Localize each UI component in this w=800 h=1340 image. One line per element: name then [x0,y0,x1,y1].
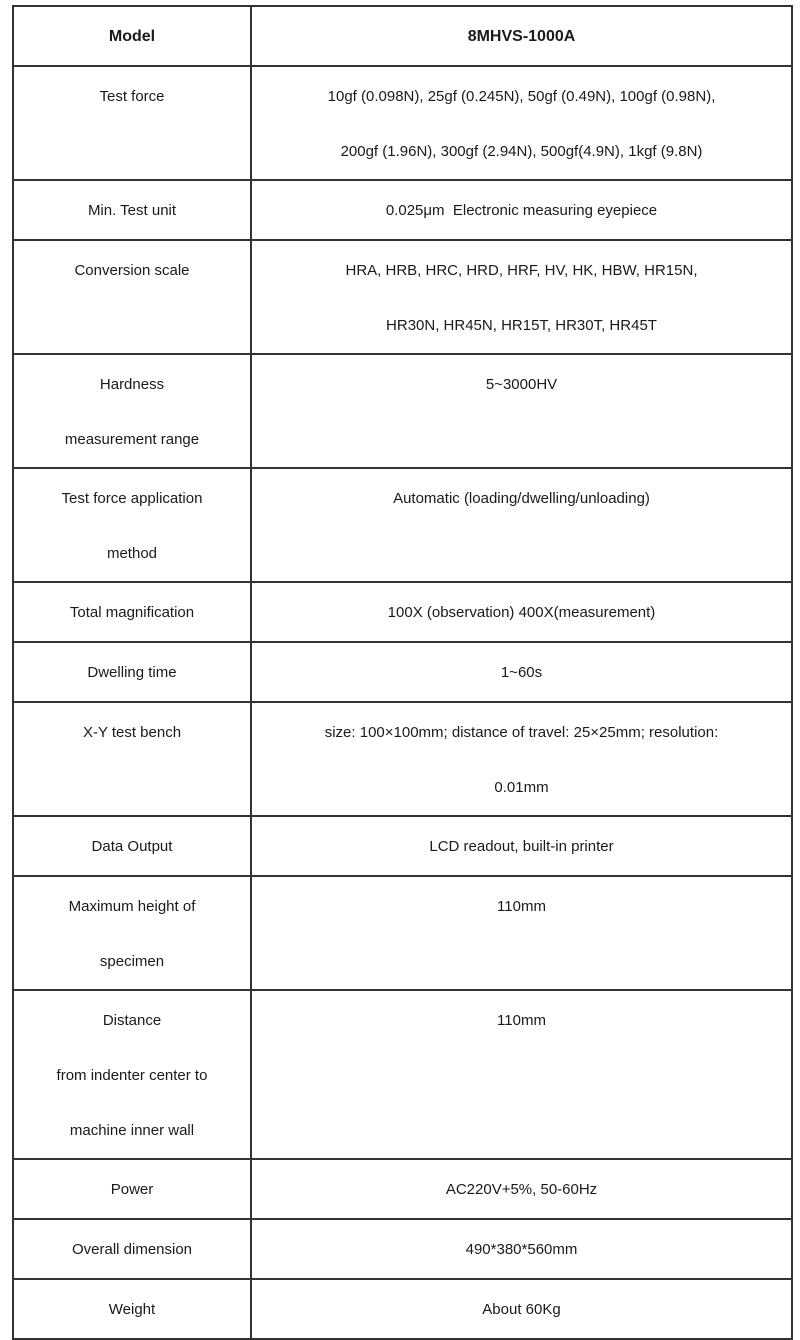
spec-value-line: 110mm [497,897,546,915]
spec-value-cell [252,991,791,1158]
spec-label-cell [14,1220,252,1278]
spec-value-cell [252,469,791,581]
spec-value-cell [252,1160,791,1218]
spec-value-cell [252,583,791,641]
spec-label-line: Dwelling time [87,663,177,681]
spec-label-line: Weight [108,1300,156,1318]
spec-value-cell [252,643,791,701]
spec-row [14,67,791,181]
spec-label-line: Distance [102,1011,162,1029]
spec-label-line: method [106,544,158,562]
spec-value-line: 0.01mm [494,778,549,796]
spec-label-cell [14,817,252,875]
spec-row [14,643,791,703]
spec-label-cell [14,877,252,989]
spec-label-line: Conversion scale [74,261,190,279]
spec-value-cell [252,241,791,353]
spec-label-cell [14,703,252,815]
spec-label-line: X-Y test bench [82,723,182,741]
spec-value-cell [252,67,791,179]
spec-label-cell [14,241,252,353]
spec-label-line: Test force [99,87,165,105]
spec-value-line: About 60Kg [482,1300,561,1318]
spec-row [14,991,791,1160]
spec-row [14,583,791,643]
spec-label-line: Hardness [99,375,165,393]
spec-value-line: size: 100×100mm; distance of travel: 25×25mm; resolution: [324,723,719,741]
spec-value-line: LCD readout, built-in printer [429,837,614,855]
spec-value-line: 10gf (0.098N), 25gf (0.245N), 50gf (0.49N), 100gf (0.98N), [327,87,716,105]
spec-row [14,703,791,817]
spec-value-line: 110mm [497,1011,546,1029]
spec-row [14,1280,791,1338]
spec-row [14,817,791,877]
spec-row [14,241,791,355]
spec-value-cell [252,1220,791,1278]
spec-label-cell [14,469,252,581]
spec-label-cell [14,1160,252,1218]
spec-label-cell [14,355,252,467]
spec-label-line: Total magnification [69,603,195,621]
spec-row [14,469,791,583]
spec-value-line: HR30N, HR45N, HR15T, HR30T, HR45T [386,316,657,334]
spec-value-line: 8MHVS-1000A [467,27,576,45]
spec-value-cell [252,877,791,989]
spec-label-line: Min. Test unit [87,201,177,219]
spec-value-line: 100X (observation) 400X(measurement) [387,603,656,621]
spec-label-line: Test force application [61,489,203,507]
spec-row [14,7,791,67]
spec-value-line: 5~3000HV [485,375,558,393]
spec-label-line: machine inner wall [69,1121,195,1139]
spec-row [14,181,791,241]
spec-label-line: measurement range [64,430,200,448]
spec-label-cell [14,7,252,65]
spec-row [14,1160,791,1220]
spec-value-line: 0.025μm Electronic measuring eyepiece [385,201,658,219]
spec-value-cell [252,703,791,815]
spec-label-cell [14,583,252,641]
spec-value-cell [252,1280,791,1338]
spec-label-cell [14,181,252,239]
spec-row [14,1220,791,1280]
spec-value-cell [252,181,791,239]
spec-value-line: HRA, HRB, HRC, HRD, HRF, HV, HK, HBW, HR15N, [345,261,698,279]
spec-value-line: AC220V+5%, 50-60Hz [445,1180,598,1198]
spec-value-cell [252,355,791,467]
spec-label-line: from indenter center to [56,1066,208,1084]
spec-row [14,355,791,469]
spec-label-line: specimen [99,952,165,970]
spec-row [14,877,791,991]
spec-label-cell [14,991,252,1158]
spec-label-line: Data Output [91,837,173,855]
spec-value-cell [252,817,791,875]
spec-value-line: Automatic (loading/dwelling/unloading) [393,489,650,507]
spec-label-line: Power [110,1180,154,1198]
spec-value-line: 200gf (1.96N), 300gf (2.94N), 500gf(4.9N), 1kgf (9.8N) [340,142,703,160]
spec-value-line: 490*380*560mm [465,1240,578,1258]
spec-label-line: Model [108,27,156,45]
spec-label-cell [14,643,252,701]
spec-table [12,5,793,1340]
spec-label-line: Overall dimension [71,1240,193,1258]
spec-label-cell [14,1280,252,1338]
spec-label-line: Maximum height of [68,897,196,915]
spec-value-line: 1~60s [500,663,543,681]
spec-label-cell [14,67,252,179]
spec-value-cell [252,7,791,65]
